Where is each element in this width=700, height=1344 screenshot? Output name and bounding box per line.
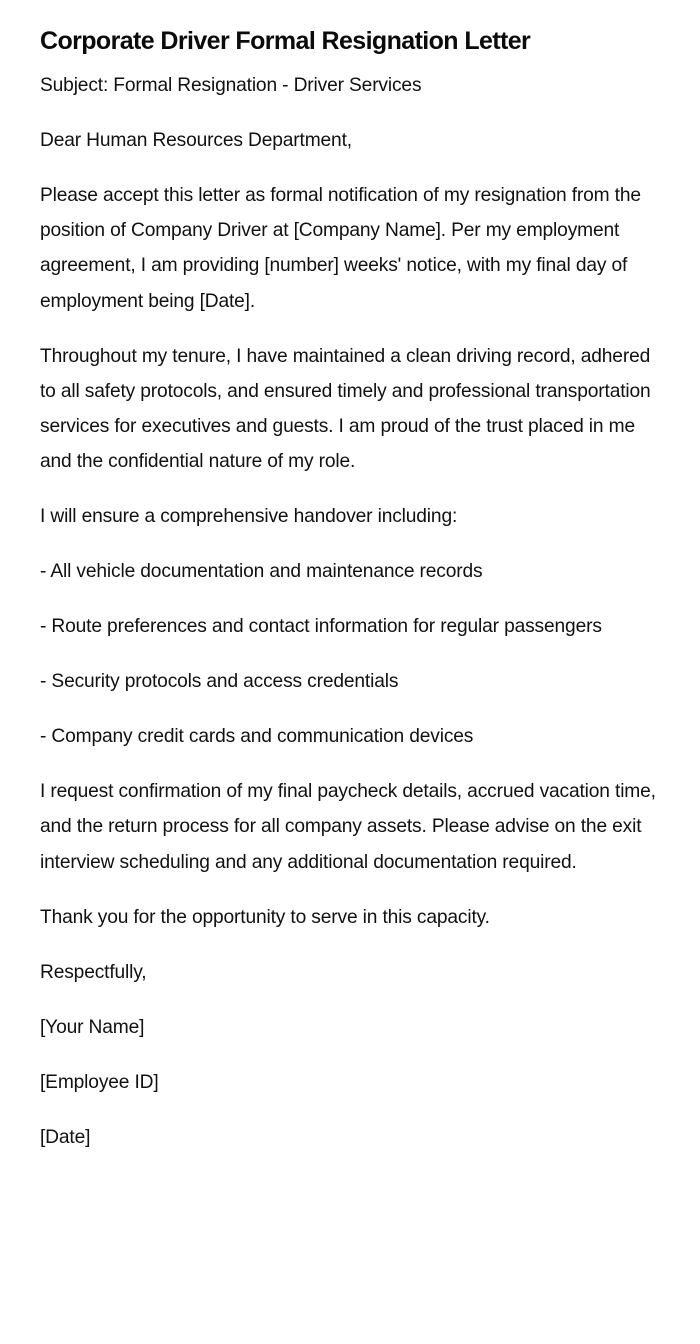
- body-paragraph-handover-intro: I will ensure a comprehensive handover including:: [40, 506, 458, 528]
- salutation: Dear Human Resources Department,: [40, 130, 352, 151]
- body-paragraph-thanks: Thank you for the opportunity to serve in this capacity.: [40, 906, 490, 928]
- body-paragraph-final-requests: I request confirmation of my final paycheck details, accrued vacation time, and the return process for all company assets. Please advise on the exit interview scheduling and any additional documentation required.: [40, 781, 656, 873]
- body-paragraph-tenure: Throughout my tenure, I have maintained a clean driving record, adhered to all safety protocols, and ensured timely and professional transportation services for executives and guests. I am proud of the trust placed in me and the confidential nature of my role.: [40, 345, 651, 473]
- signoff: Respectfully,: [40, 961, 147, 983]
- handover-item-route-preferences: - Route preferences and contact information for regular passengers: [40, 616, 602, 638]
- handover-item-credit-cards: - Company credit cards and communication devices: [40, 726, 474, 748]
- handover-item-vehicle-docs: - All vehicle documentation and maintenance records: [40, 561, 483, 583]
- body-paragraph-notice: Please accept this letter as formal notification of my resignation from the position of Company Driver at [Company Name]. Per my employment agreement, I am providing [number] weeks' notice, with my final day of employment being [Date].: [40, 185, 641, 312]
- signature-employee-id: [Employee ID]: [40, 1071, 159, 1093]
- handover-item-security-protocols: - Security protocols and access credentials: [40, 671, 399, 693]
- signature-date: [Date]: [40, 1126, 91, 1148]
- subject-line: Subject: Formal Resignation - Driver Services: [40, 75, 422, 96]
- signature-name: [Your Name]: [40, 1016, 145, 1038]
- letter-title: Corporate Driver Formal Resignation Letter: [40, 27, 531, 55]
